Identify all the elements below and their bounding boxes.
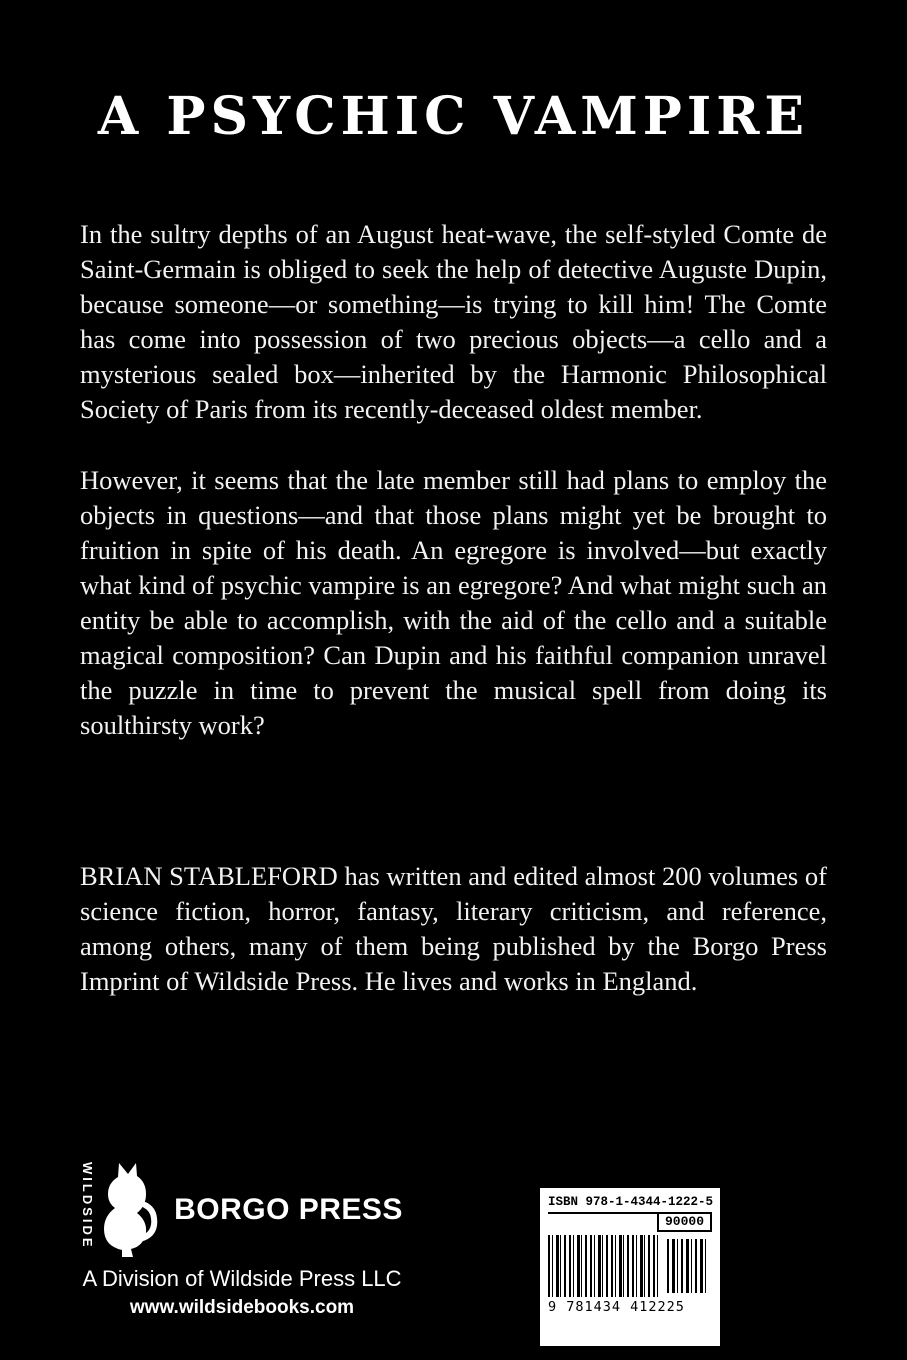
synopsis-paragraph-2: However, it seems that the late member still had plans to employ the objects in questions—and that those plans might yet be brought to fruition in spite of his death. An egregore is involved—but exactly what kind of psychic vampire is an egregore? And what might such an entity be able to accomplish, with the aid of the cello and a suitable magical composition? Can Dupin and his faithful companion unravel the puzzle in time to prevent the musical spell from doing its soulthirsty work? bbox=[80, 465, 827, 740]
barcode-ean-digits: 9 781434 412225 bbox=[548, 1299, 685, 1315]
author-bio: BRIAN STABLEFORD has written and edited almost 200 volumes of science fiction, horror, fantasy, literary criticism, and reference, among others, many of them being published by the Borgo Press Imprint of Wildside Press. He lives and works in England. bbox=[80, 861, 827, 996]
synopsis-paragraph-1: In the sultry depths of an August heat-wave, the self-styled Comte de Saint-Germain is obliged to seek the help of detective Auguste Dupin, because someone—or something—is trying to kill him! The Comte has come into possession of two precious objects—a cello and a mysterious sealed box—inherited by the Harmonic Philosophical Society of Paris from its recently-deceased oldest member. bbox=[80, 219, 827, 424]
barcode-price-code: 90000 bbox=[657, 1214, 712, 1232]
barcode-addon-bars-icon bbox=[667, 1239, 709, 1293]
page-title: A PSYCHIC VAMPIRE bbox=[97, 86, 810, 147]
publisher-row bbox=[72, 1160, 412, 1260]
imprint-name: BORGO PRESS bbox=[174, 1193, 403, 1226]
isbn-text: ISBN 978-1-4344-1222-5 bbox=[548, 1195, 712, 1214]
publisher-division: A Division of Wildside Press LLC bbox=[82, 1266, 402, 1291]
publisher-website: www.wildsidebooks.com bbox=[129, 1297, 355, 1318]
barcode-main-bars-icon bbox=[548, 1235, 658, 1297]
barcode-bars-row bbox=[548, 1235, 712, 1297]
price-row bbox=[548, 1214, 712, 1232]
wildside-logo bbox=[81, 1160, 160, 1260]
publisher-block bbox=[72, 1160, 412, 1319]
wildside-logo-text: WILDSIDE bbox=[80, 1162, 96, 1250]
cat-icon bbox=[96, 1160, 160, 1260]
barcode-block bbox=[540, 1188, 720, 1346]
